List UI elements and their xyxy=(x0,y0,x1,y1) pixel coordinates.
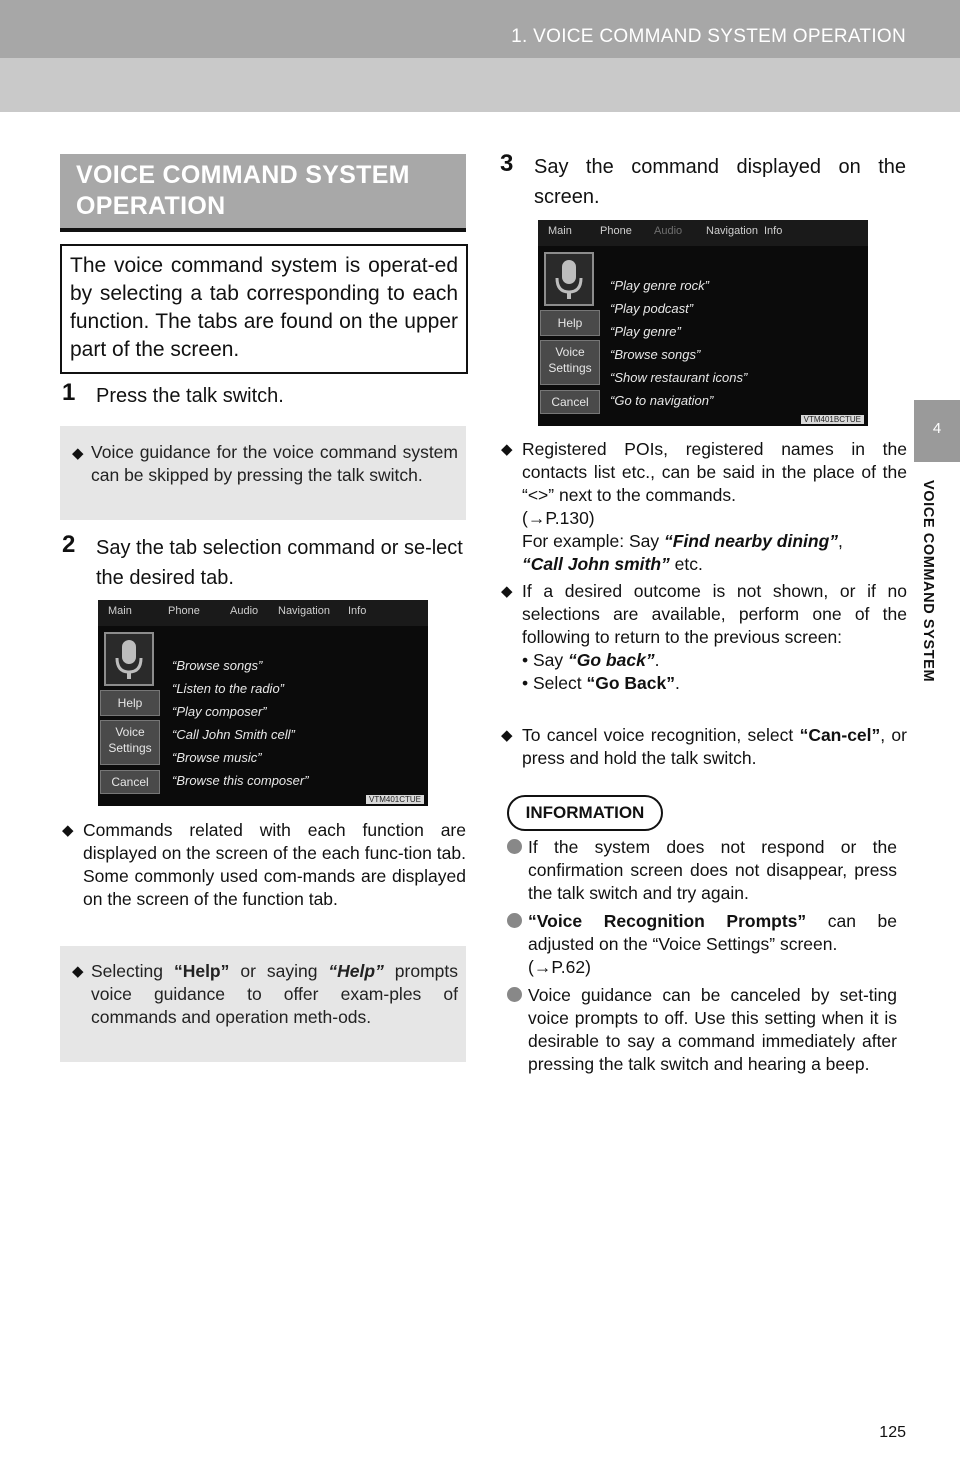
example-suffix: etc. xyxy=(669,554,703,574)
bullet-text: Commands related with each function are displayed on the screen of the each func-tion tab. Some commonly used com-mands are displayed on the screen of the function tab. xyxy=(83,820,466,909)
bullet-dot-icon xyxy=(507,913,522,928)
page-number: 125 xyxy=(879,1424,906,1441)
step-text: Press the talk switch. xyxy=(96,385,284,407)
screen-tab-info: Info xyxy=(348,605,367,617)
bullet-text xyxy=(522,438,907,576)
select-go-back-label: “Go Back” xyxy=(586,673,675,693)
diamond-bullet-icon: ◆ xyxy=(501,441,513,458)
page-reference: (→P.62) xyxy=(528,957,591,977)
screen-command: “Browse songs” xyxy=(610,347,701,362)
screen-command: “Play composer” xyxy=(172,704,267,719)
screen-command: “Play genre rock” xyxy=(610,278,709,293)
example-command-2: “Call John smith” xyxy=(522,554,670,574)
diamond-bullet-icon: ◆ xyxy=(72,963,84,980)
note-box-skip-guidance xyxy=(60,426,466,520)
bullet-go-back xyxy=(501,580,907,720)
section-heading-rule xyxy=(60,228,466,232)
sub-item-suffix: . xyxy=(654,650,660,670)
bullet-text-part: To cancel voice recognition, select xyxy=(522,725,800,745)
bullet-registered-pois xyxy=(501,438,907,576)
information-tag xyxy=(507,795,663,831)
diamond-bullet-icon: ◆ xyxy=(501,583,513,600)
note-text xyxy=(91,960,458,1029)
step-text: Say the tab selection command or se-lect the desired tab. xyxy=(96,537,463,589)
say-go-back-command: “Go back” xyxy=(568,650,655,670)
screen-tab-info: Info xyxy=(764,225,783,237)
note-text-part: or saying xyxy=(229,961,329,981)
info-text: If the system does not respond or the confirmation screen does not disappear, press the talk switch and try again. xyxy=(528,837,897,903)
sub-item-suffix: . xyxy=(675,673,680,693)
voice-recognition-prompts-label: “Voice Recognition Prompts” xyxy=(528,911,807,931)
screen-help-button: Help xyxy=(100,690,160,716)
note-text-bold-help: “Help” xyxy=(173,961,230,981)
screen-tab-phone: Phone xyxy=(600,225,632,237)
chapter-side-label-text: VOICE COMMAND SYSTEM xyxy=(920,480,936,683)
screen-command: “Listen to the radio” xyxy=(172,681,285,696)
screen-command: “Call John Smith cell” xyxy=(172,727,295,742)
screen-cancel-button: Cancel xyxy=(540,390,600,414)
step-number: 1 xyxy=(62,379,76,406)
bullet-text-main: Registered POIs, registered names in the contacts list etc., can be said in the place of the “<>” next to the commands. xyxy=(522,439,907,505)
section-title-line2: OPERATION xyxy=(76,192,226,220)
note-text: Voice guidance for the voice command system can be skipped by pressing the talk switch. xyxy=(91,442,458,485)
example-prefix: For example: Say xyxy=(522,531,664,551)
bullet-text-main: If a desired outcome is not shown, or if no selections are available, perform one of the following to return to the previous screen: xyxy=(522,581,907,647)
step-text: Say the command displayed on the screen. xyxy=(534,156,906,208)
screen-tab-main: Main xyxy=(108,605,132,617)
note-text-bold-italic-help: “Help” xyxy=(328,961,384,981)
diamond-bullet-icon: ◆ xyxy=(72,445,84,462)
bullet-cancel xyxy=(501,724,907,772)
screen-command: “Show restaurant icons” xyxy=(610,370,748,385)
step-2 xyxy=(62,533,466,595)
info-text: Voice guidance can be canceled by set-ting voice prompts to off. Use this setting when it is desirable to say a command immediately after pressing the talk switch and hearing a beep. xyxy=(528,985,897,1074)
section-heading xyxy=(60,154,466,228)
screen-tab-phone: Phone xyxy=(168,605,200,617)
bullet-dot-icon xyxy=(507,839,522,854)
page-reference: (→P.130) xyxy=(522,508,595,528)
intro-box xyxy=(60,244,468,374)
example-command-1: “Find nearby dining” xyxy=(664,531,839,551)
chapter-side-label xyxy=(921,480,951,740)
screen-command: “Browse music” xyxy=(172,750,262,765)
image-code: VTM401CTUE xyxy=(366,795,424,804)
info-text xyxy=(528,910,897,979)
sub-item-prefix: • Say xyxy=(522,650,569,670)
chapter-tab xyxy=(914,400,960,462)
information-tag-label: INFORMATION xyxy=(525,803,645,822)
screen-tab-audio: Audio xyxy=(654,225,683,237)
screen-tab-navigation: Navigation xyxy=(278,605,330,617)
info-item-voice-prompts xyxy=(507,910,897,980)
section-title-line1: VOICE COMMAND SYSTEM xyxy=(76,161,410,189)
screen-tab-main: Main xyxy=(548,225,572,237)
note-text-part: Selecting xyxy=(91,961,174,981)
screen-tab-audio: Audio xyxy=(230,605,259,617)
diamond-bullet-icon: ◆ xyxy=(62,822,74,839)
screen-command: “Browse songs” xyxy=(172,658,263,673)
bullet-commands-related xyxy=(62,819,466,939)
image-code: VTM401BCTUE xyxy=(801,415,864,424)
note-text-part: prompts voice guidance to offer exam-ples of commands and operation meth-ods. xyxy=(91,961,459,1027)
screen-tab-navigation: Navigation xyxy=(706,225,758,237)
microphone-icon xyxy=(104,632,154,686)
voice-command-screenshot-1 xyxy=(98,600,428,806)
screen-cancel-button: Cancel xyxy=(100,770,160,794)
bullet-text xyxy=(522,580,907,695)
sub-item-prefix: • Select xyxy=(522,673,587,693)
bullet-text xyxy=(522,724,907,770)
screen-voice-settings-button: Voice Settings xyxy=(100,720,160,765)
chapter-number: 4 xyxy=(932,420,942,437)
intro-text: The voice command system is operat-ed by selecting a tab corresponding to each function. The tabs are found on the upper part of the screen. xyxy=(70,254,458,361)
running-header-title: 1. VOICE COMMAND SYSTEM OPERATION xyxy=(511,26,906,47)
screen-command: “Browse this composer” xyxy=(172,773,309,788)
screen-tab-bar xyxy=(538,220,868,246)
step-number: 2 xyxy=(62,531,76,558)
bullet-text-part: , or press and hold the talk switch. xyxy=(522,725,907,768)
cancel-label: “Can-cel” xyxy=(799,725,881,745)
note-box-help xyxy=(60,946,466,1062)
example-comma: , xyxy=(838,531,843,551)
info-text-part: can be adjusted on the “Voice Settings” screen. xyxy=(528,911,898,954)
screen-command: “Play podcast” xyxy=(610,301,694,316)
screen-voice-settings-button: Voice Settings xyxy=(540,340,600,385)
diamond-bullet-icon: ◆ xyxy=(501,727,513,744)
screen-tab-bar xyxy=(98,600,428,626)
info-item-cancel-guidance xyxy=(507,984,897,1100)
step-1 xyxy=(62,381,468,413)
info-item-no-response xyxy=(507,836,897,906)
bullet-dot-icon xyxy=(507,987,522,1002)
microphone-icon xyxy=(544,252,594,306)
screen-command: “Go to navigation” xyxy=(610,393,714,408)
step-3 xyxy=(500,152,906,214)
voice-command-screenshot-2 xyxy=(538,220,868,426)
screen-help-button: Help xyxy=(540,310,600,336)
step-number: 3 xyxy=(500,150,514,177)
screen-command: “Play genre” xyxy=(610,324,681,339)
